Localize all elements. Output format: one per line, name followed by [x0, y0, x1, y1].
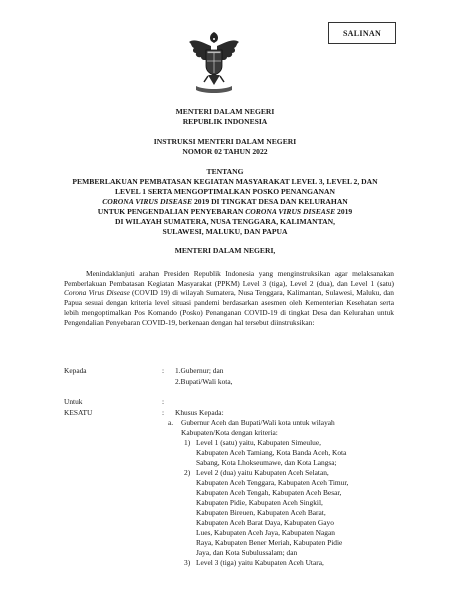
- level-2-line: Raya, Kabupaten Bener Meriah, Kabupaten Pidie: [196, 538, 343, 547]
- level-3-text: [196, 558, 324, 568]
- kesatu-colon: :: [162, 408, 165, 417]
- tentang-label: TENTANG: [206, 167, 244, 176]
- level-1-text: [196, 438, 346, 468]
- title-line-4: [0, 207, 450, 217]
- level-1-marker: 1): [184, 438, 191, 447]
- level-3-marker: 3): [184, 558, 191, 567]
- title-line-5: DI WILAYAH SUMATERA, NUSA TENGGARA, KALIMANTAN,: [115, 217, 335, 226]
- title-line-3-rest: 2019 DI TINGKAT DESA DAN KELURAHAN: [192, 197, 348, 206]
- point-a-text: [181, 418, 335, 438]
- point-a-marker: a.: [168, 418, 174, 427]
- level-2-line: Jaya, dan Kota Subulussalam; dan: [196, 548, 298, 557]
- title-line-3-italic: CORONA VIRUS DISEASE: [102, 197, 193, 206]
- kesatu-label: KESATU: [64, 408, 93, 417]
- level-2-line: Kabupaten Bireuen, Kabupaten Aceh Barat,: [196, 508, 326, 517]
- kepada-item-1: 1.Gubernur; dan: [175, 366, 224, 375]
- garuda-emblem-icon: [188, 30, 240, 96]
- level-1-line: Kabupaten Aceh Tamiang, Kota Banda Aceh, Kota: [196, 448, 347, 457]
- kepada-label: Kepada: [64, 366, 87, 375]
- title-line-1: PEMBERLAKUAN PEMBATASAN KEGIATAN MASYARAKAT LEVEL 3, LEVEL 2, DAN: [72, 177, 378, 186]
- preamble-part-a: Menindaklanjuti arahan Presiden Republik Indonesia yang menginstruksikan agar melaksanakan Pemberlakuan Pembatasan Kegiatan Masyarakat (PPKM) Level 3 (tiga), Level 2 (dua), dan Level 1 (satu): [64, 269, 394, 288]
- title-line-4-a: UNTUK PENGENDALIAN PENYEBARAN: [97, 207, 246, 216]
- level-2-line: Kabupaten Aceh Tenggara, Kabupaten Aceh Timur,: [196, 478, 349, 487]
- level-2-text: [196, 468, 348, 558]
- preamble-paragraph: [64, 269, 394, 327]
- untuk-label: Untuk: [64, 397, 83, 406]
- level-2-line: Kabupaten Pidie, Kabupaten Aceh Singkil,: [196, 498, 323, 507]
- level-2-line: Lues, Kabupaten Aceh Jaya, Kabupaten Nagan: [196, 528, 335, 537]
- title-line-6: SULAWESI, MALUKU, DAN PAPUA: [162, 227, 288, 236]
- title-line-3: [0, 197, 450, 207]
- title-line-2: LEVEL 1 SERTA MENGOPTIMALKAN POSKO PENANGANAN: [114, 187, 336, 196]
- untuk-colon: :: [162, 397, 165, 406]
- minister-title: MENTERI DALAM NEGERI: [175, 107, 275, 116]
- level-2-line: Level 2 (dua) yaitu Kabupaten Aceh Selatan,: [196, 468, 329, 477]
- title-line-4-b: 2019: [335, 207, 353, 216]
- point-a-line: Gubernur Aceh dan Bupati/Wali kota untuk wilayah: [181, 418, 335, 427]
- preamble-part-b: (COVID 19) di wilayah Sumatera, Nusa Tenggara, Kalimantan, Sulawesi, Maluku, dan Papua sesuai dengan kriteria level situasi pandemi berdasarkan asesmen oleh Kementerian Kesehatan serta lebih mengoptimalkan Pos Komando (Posko) Penanganan COVID-19 di tingkat Desa dan Kelurahan untuk Pengendalian Penyebaran COVID-19, berkenaan dengan hal tersebut diinstruksikan:: [64, 288, 395, 327]
- level-1-line: Sabang, Kota Lhokseumawe, dan Kota Langsa;: [196, 458, 337, 467]
- level-3-line: Level 3 (tiga) yaitu Kabupaten Aceh Utara,: [196, 558, 324, 567]
- preamble-italic: Corona Virus Disease: [64, 288, 130, 298]
- kepada-colon: :: [162, 366, 165, 375]
- level-2-marker: 2): [184, 468, 191, 477]
- kesatu-heading: Khusus Kepada:: [175, 408, 224, 417]
- level-2-line: Kabupaten Aceh Tengah, Kabupaten Aceh Besar,: [196, 488, 342, 497]
- country-name: REPUBLIK INDONESIA: [182, 117, 268, 126]
- point-a-line: Kabupaten/Kota dengan kriteria:: [181, 428, 278, 437]
- level-2-line: Kabupaten Aceh Barat Daya, Kabupaten Gayo: [196, 518, 334, 527]
- kepada-item-2: 2.Bupati/Wali kota,: [175, 377, 233, 386]
- instruction-title: INSTRUKSI MENTERI DALAM NEGERI: [153, 137, 297, 146]
- level-1-line: Level 1 (satu) yaitu, Kabupaten Simeulue,: [196, 438, 321, 447]
- addressee: MENTERI DALAM NEGERI,: [174, 246, 276, 255]
- title-line-4-italic: CORONA VIRUS DISEASE: [245, 207, 336, 216]
- instruction-number: NOMOR 02 TAHUN 2022: [182, 147, 268, 156]
- copy-stamp: SALINAN: [328, 22, 396, 44]
